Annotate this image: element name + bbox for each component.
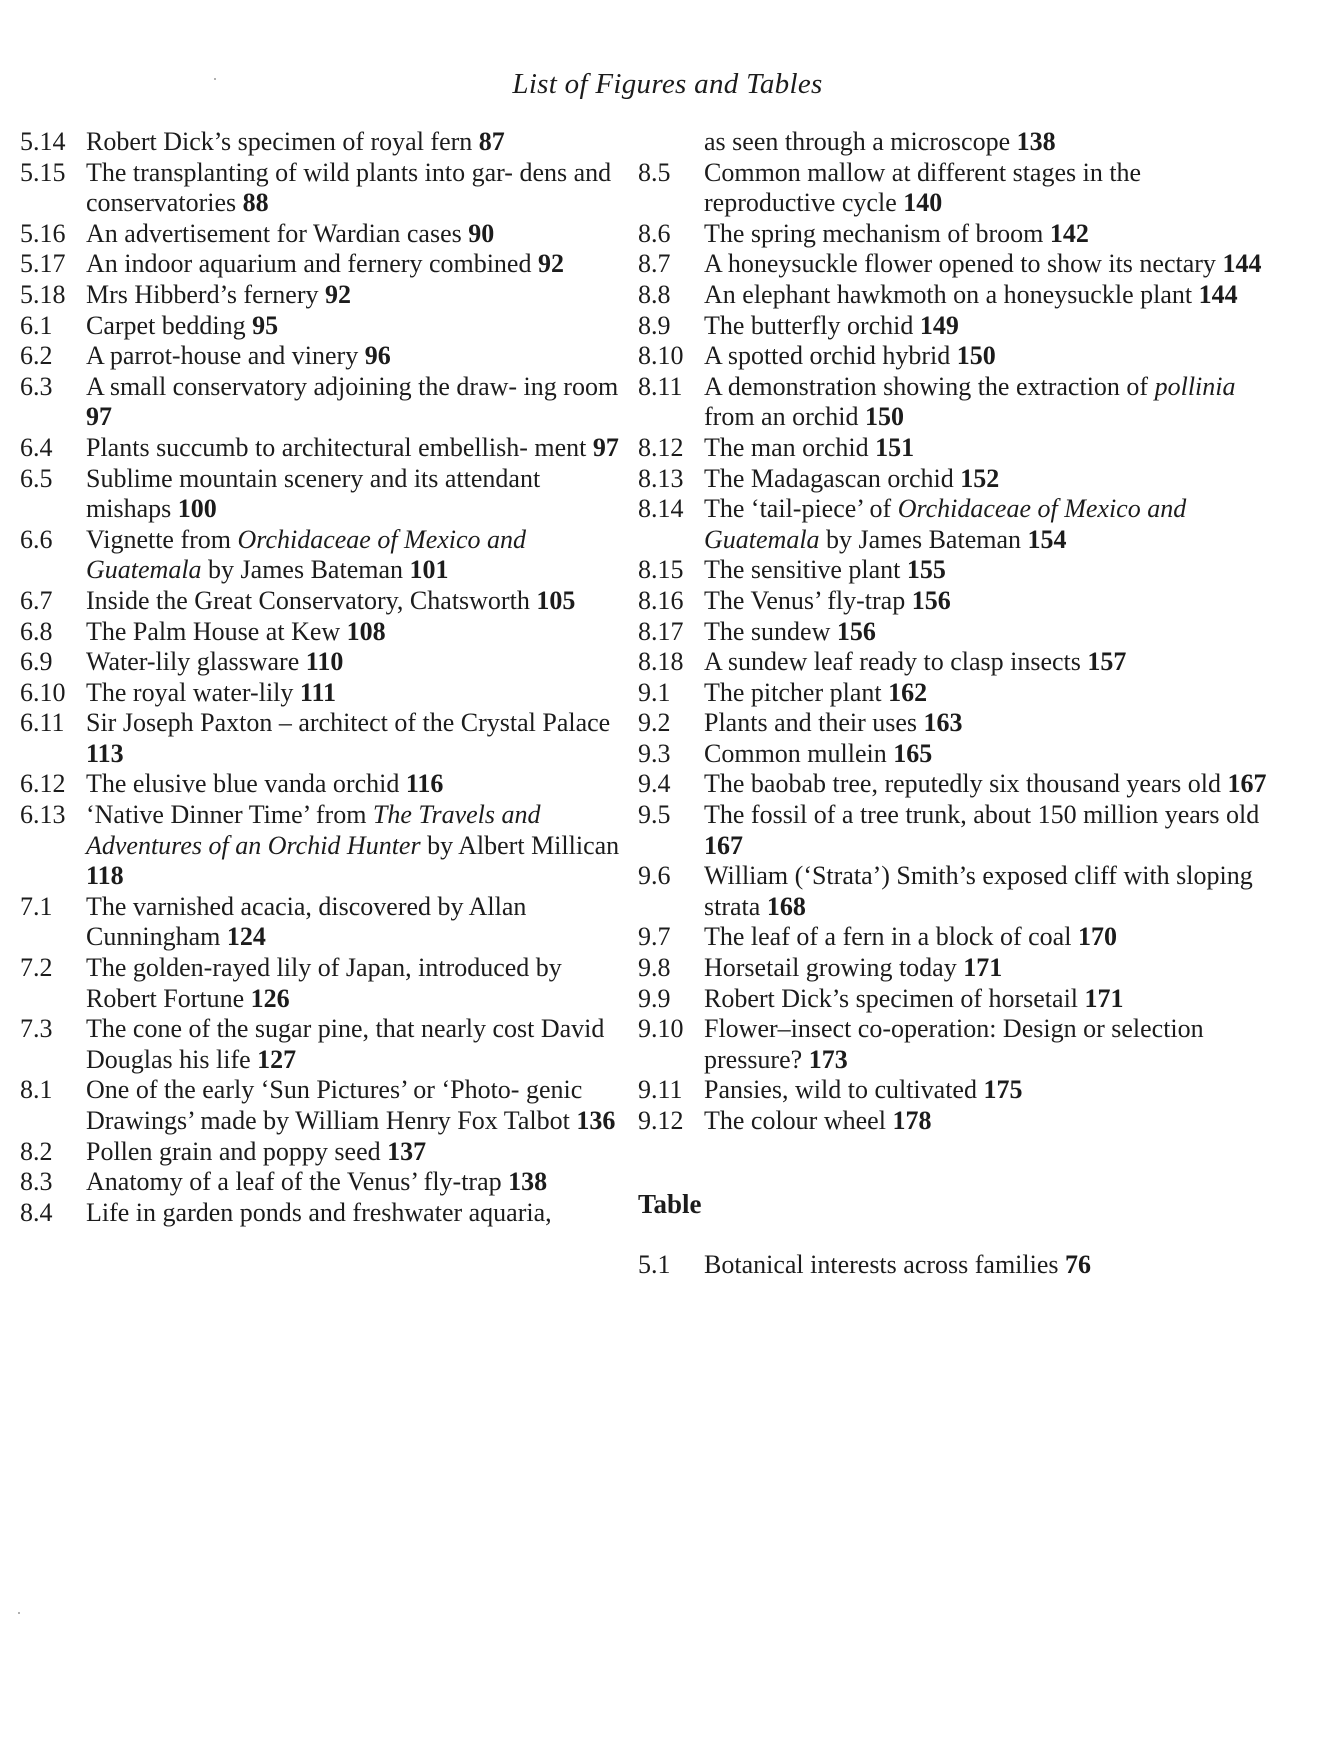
page-title: List of Figures and Tables bbox=[512, 68, 823, 100]
entry-number: 5.17 bbox=[20, 249, 66, 279]
entry-number: 5.14 bbox=[20, 127, 66, 156]
page-number: 167 bbox=[1227, 769, 1267, 799]
page-number: 156 bbox=[836, 616, 876, 646]
page-number: 165 bbox=[893, 738, 933, 768]
entry-caption bbox=[704, 800, 1268, 861]
entry-number: 8.2 bbox=[20, 1136, 53, 1166]
entry-caption bbox=[86, 1075, 630, 1136]
list-entry bbox=[20, 311, 630, 342]
entry-number: 9.9 bbox=[638, 983, 671, 1013]
entry-caption bbox=[86, 586, 630, 617]
entry-number: 6.11 bbox=[20, 708, 65, 738]
caption-text: The elusive blue vanda orchid bbox=[86, 769, 406, 799]
list-entry bbox=[638, 617, 1268, 648]
entry-caption bbox=[86, 1167, 630, 1198]
list-entry bbox=[20, 219, 630, 250]
page-number: 113 bbox=[86, 738, 124, 768]
entry-caption bbox=[704, 984, 1268, 1015]
entry-caption bbox=[86, 311, 630, 342]
entry-caption bbox=[86, 372, 630, 433]
caption-text: Anatomy of a leaf of the Venus’ fly-trap bbox=[86, 1167, 509, 1197]
entry-number: 7.3 bbox=[20, 1014, 53, 1044]
caption-text: An advertisement for Wardian cases bbox=[86, 218, 469, 248]
page-number: 96 bbox=[364, 341, 391, 371]
page-number: 111 bbox=[299, 677, 337, 707]
page-number: 95 bbox=[252, 310, 279, 340]
list-entry bbox=[20, 249, 630, 280]
list-entry bbox=[638, 984, 1268, 1015]
page-number: 150 bbox=[865, 402, 905, 432]
list-entry bbox=[20, 464, 630, 525]
caption-text: Mrs Hibberd’s fernery bbox=[86, 279, 325, 309]
scan-speck bbox=[214, 78, 216, 80]
caption-text: as seen through a microscope bbox=[704, 127, 1017, 156]
entry-number: 9.6 bbox=[638, 861, 671, 891]
list-entry bbox=[638, 219, 1268, 250]
entry-number: 8.11 bbox=[638, 371, 683, 401]
list-entry bbox=[638, 127, 1268, 158]
caption-text: One of the early ‘Sun Pictures’ or ‘Photo- genic Drawings’ made by William Henry Fox Talbot bbox=[86, 1075, 583, 1135]
entry-caption bbox=[86, 708, 630, 769]
page-number: 162 bbox=[888, 677, 928, 707]
figures-list-right bbox=[638, 127, 1268, 1137]
entry-caption bbox=[86, 249, 630, 280]
caption-text: The golden-rayed lily of Japan, introduced by Robert Fortune bbox=[86, 953, 562, 1013]
list-entry bbox=[20, 1198, 630, 1229]
entry-caption bbox=[704, 617, 1268, 648]
caption-text: Common mallow at different stages in the reproductive cycle bbox=[704, 157, 1142, 218]
list-entry bbox=[638, 1014, 1268, 1075]
entry-number: 6.2 bbox=[20, 341, 53, 371]
list-entry bbox=[20, 800, 630, 892]
page-number: 97 bbox=[86, 402, 112, 432]
list-entry bbox=[20, 586, 630, 617]
list-entry bbox=[638, 647, 1268, 678]
caption-text: Sir Joseph Paxton – architect of the Crystal Palace bbox=[86, 708, 611, 738]
caption-text: The varnished acacia, discovered by Allan Cunningham bbox=[86, 891, 527, 952]
list-entry bbox=[20, 678, 630, 709]
list-entry bbox=[638, 800, 1268, 861]
entry-number: 9.5 bbox=[638, 800, 671, 830]
page-number: 157 bbox=[1087, 647, 1127, 677]
page-number: 175 bbox=[983, 1075, 1023, 1105]
entry-number: 8.13 bbox=[638, 463, 684, 493]
page-number: 100 bbox=[177, 494, 217, 524]
list-entry bbox=[638, 372, 1268, 433]
list-entry bbox=[638, 1075, 1268, 1106]
entry-number: 8.1 bbox=[20, 1075, 53, 1105]
list-entry bbox=[638, 433, 1268, 464]
caption-text: The cone of the sugar pine, that nearly cost David Douglas his life bbox=[86, 1014, 605, 1074]
page-number: 88 bbox=[242, 188, 269, 218]
list-entry bbox=[638, 861, 1268, 922]
caption-text: by James Bateman bbox=[819, 524, 1028, 554]
page-number: 168 bbox=[766, 891, 806, 921]
list-entry bbox=[20, 892, 630, 953]
entry-caption bbox=[704, 678, 1268, 709]
caption-text: A honeysuckle flower opened to show its nectary bbox=[704, 249, 1223, 279]
caption-text: The butterfly orchid bbox=[704, 310, 920, 340]
entry-caption bbox=[704, 372, 1268, 433]
list-entry bbox=[20, 769, 630, 800]
entry-caption bbox=[86, 127, 630, 158]
entry-number: 8.16 bbox=[638, 585, 684, 615]
entry-caption bbox=[704, 249, 1268, 280]
entry-number: 7.1 bbox=[20, 891, 53, 921]
entry-number: 7.2 bbox=[20, 953, 53, 983]
list-entry bbox=[20, 158, 630, 219]
caption-text: The pitcher plant bbox=[704, 677, 889, 707]
page-number: 156 bbox=[911, 585, 951, 615]
list-entry bbox=[20, 525, 630, 586]
entry-number: 9.4 bbox=[638, 769, 671, 799]
caption-text: Common mullein bbox=[704, 738, 894, 768]
page-number: 152 bbox=[960, 463, 1000, 493]
page-number: 138 bbox=[1016, 127, 1056, 156]
list-entry bbox=[20, 372, 630, 433]
table-section-heading: Table bbox=[638, 1188, 702, 1219]
entry-caption bbox=[704, 1014, 1268, 1075]
entry-number: 8.9 bbox=[638, 310, 671, 340]
page-number: 144 bbox=[1198, 279, 1238, 309]
entry-number: 8.15 bbox=[638, 555, 684, 585]
entry-number: 5.15 bbox=[20, 157, 66, 187]
caption-text: Inside the Great Conservatory, Chatsworth bbox=[86, 585, 537, 615]
caption-text: Robert Dick’s specimen of royal fern bbox=[86, 127, 479, 156]
entry-caption bbox=[704, 433, 1268, 464]
entry-number: 8.17 bbox=[638, 616, 684, 646]
entry-number: 6.10 bbox=[20, 677, 66, 707]
entry-caption bbox=[86, 769, 630, 800]
list-entry bbox=[638, 280, 1268, 311]
entry-caption bbox=[704, 494, 1268, 555]
entry-caption bbox=[86, 953, 630, 1014]
caption-text: Plants and their uses bbox=[704, 708, 924, 738]
caption-text: Robert Dick’s specimen of horsetail bbox=[704, 983, 1085, 1013]
caption-text: Carpet bedding bbox=[86, 310, 253, 340]
entry-caption bbox=[704, 464, 1268, 495]
entry-number: 9.2 bbox=[638, 708, 671, 738]
list-entry bbox=[638, 494, 1268, 555]
caption-text: from an orchid bbox=[704, 402, 866, 432]
page-number: 154 bbox=[1027, 524, 1067, 554]
entry-number: 9.1 bbox=[638, 677, 671, 707]
caption-text: The Madagascan orchid bbox=[704, 463, 961, 493]
page-number: 92 bbox=[537, 249, 564, 279]
entry-number: 6.6 bbox=[20, 524, 53, 554]
entry-caption bbox=[704, 861, 1268, 922]
entry-number: 9.7 bbox=[638, 922, 671, 952]
caption-text: The transplanting of wild plants into gar- dens and conservatories bbox=[86, 157, 612, 218]
list-entry bbox=[638, 586, 1268, 617]
entry-caption bbox=[86, 341, 630, 372]
list-entry bbox=[638, 953, 1268, 984]
entry-number: 9.3 bbox=[638, 738, 671, 768]
caption-text: The Palm House at Kew bbox=[86, 616, 347, 646]
list-entry bbox=[638, 1106, 1268, 1137]
page-number: 76 bbox=[1065, 1249, 1092, 1279]
entry-caption bbox=[704, 922, 1268, 953]
entry-caption bbox=[704, 953, 1268, 984]
entry-caption bbox=[704, 769, 1268, 800]
page-number: 170 bbox=[1077, 922, 1117, 952]
caption-text: ‘Native Dinner Time’ from bbox=[86, 800, 373, 830]
italic-title: Orchidaceae of Mexico and Guatemala bbox=[704, 494, 1187, 554]
entry-number: 5.16 bbox=[20, 218, 66, 248]
list-entry bbox=[638, 1250, 1268, 1281]
entry-number: 8.14 bbox=[638, 494, 684, 524]
italic-title: The Travels and Adventures of an Orchid Hunter bbox=[86, 800, 541, 860]
entry-number: 6.7 bbox=[20, 585, 53, 615]
entry-number: 6.13 bbox=[20, 800, 66, 830]
entry-caption bbox=[704, 555, 1268, 586]
entry-number: 6.5 bbox=[20, 463, 53, 493]
entry-number: 5.18 bbox=[20, 279, 66, 309]
caption-text: An elephant hawkmoth on a honeysuckle plant bbox=[704, 279, 1199, 309]
entry-caption bbox=[86, 1014, 630, 1075]
entry-number: 8.18 bbox=[638, 647, 684, 677]
entry-caption bbox=[704, 586, 1268, 617]
caption-text: by Albert Millican bbox=[420, 830, 620, 860]
entry-number: 8.7 bbox=[638, 249, 671, 279]
caption-text: Sublime mountain scenery and its attendant mishaps bbox=[86, 463, 541, 524]
caption-text: The baobab tree, reputedly six thousand years old bbox=[704, 769, 1228, 799]
entry-number: 8.5 bbox=[638, 157, 671, 187]
caption-text: The fossil of a tree trunk, about 150 million years old bbox=[704, 800, 1260, 830]
page-number: 116 bbox=[405, 769, 444, 799]
entry-caption bbox=[704, 280, 1268, 311]
entry-caption bbox=[86, 892, 630, 953]
caption-text: Plants succumb to architectural embellish- ment bbox=[86, 432, 593, 462]
list-entry bbox=[20, 953, 630, 1014]
caption-text: by James Bateman bbox=[201, 555, 410, 585]
entry-caption bbox=[86, 464, 630, 525]
entry-caption bbox=[86, 525, 630, 586]
entry-caption bbox=[86, 280, 630, 311]
page-number: 171 bbox=[963, 953, 1003, 983]
caption-text: The man orchid bbox=[704, 432, 876, 462]
page-number: 140 bbox=[903, 188, 943, 218]
entry-caption bbox=[86, 433, 630, 464]
entry-caption bbox=[704, 739, 1268, 770]
page-number: 171 bbox=[1084, 983, 1124, 1013]
caption-text: Pansies, wild to cultivated bbox=[704, 1075, 984, 1105]
entry-number: 6.1 bbox=[20, 310, 53, 340]
list-entry bbox=[20, 127, 630, 158]
list-entry bbox=[20, 1014, 630, 1075]
caption-text: The sensitive plant bbox=[704, 555, 907, 585]
entry-number: 9.12 bbox=[638, 1106, 684, 1135]
caption-text: A demonstration showing the extraction of bbox=[704, 371, 1155, 401]
entry-caption bbox=[704, 311, 1268, 342]
caption-text: The spring mechanism of broom bbox=[704, 218, 1050, 248]
entry-number: 6.9 bbox=[20, 647, 53, 677]
page-number: 97 bbox=[592, 432, 619, 462]
page-number: 127 bbox=[257, 1044, 297, 1074]
list-entry bbox=[20, 1137, 630, 1168]
caption-text: The leaf of a fern in a block of coal bbox=[704, 922, 1078, 952]
figures-list-left-column bbox=[20, 127, 630, 1228]
entry-number: 6.8 bbox=[20, 616, 53, 646]
list-entry bbox=[638, 341, 1268, 372]
entry-number: 6.4 bbox=[20, 432, 53, 462]
list-entry bbox=[638, 311, 1268, 342]
list-entry bbox=[20, 280, 630, 311]
page-number: 137 bbox=[387, 1136, 427, 1166]
figures-list-right-column bbox=[638, 127, 1268, 1280]
entry-caption bbox=[86, 1198, 630, 1229]
caption-text: Botanical interests across families bbox=[704, 1249, 1066, 1279]
caption-text: Water-lily glassware bbox=[86, 647, 306, 677]
entry-number: 6.3 bbox=[20, 371, 53, 401]
entry-caption bbox=[704, 708, 1268, 739]
caption-text: The ‘tail-piece’ of bbox=[704, 494, 898, 524]
entry-caption bbox=[86, 1137, 630, 1168]
entry-number: 5.1 bbox=[638, 1249, 671, 1279]
page-number: 144 bbox=[1222, 249, 1262, 279]
caption-text: An indoor aquarium and fernery combined bbox=[86, 249, 538, 279]
caption-text: A parrot-house and vinery bbox=[86, 341, 365, 371]
italic-title: Orchidaceae of Mexico and Guatemala bbox=[86, 524, 527, 585]
entry-caption bbox=[86, 647, 630, 678]
entry-caption bbox=[704, 219, 1268, 250]
entry-caption bbox=[86, 158, 630, 219]
entry-caption bbox=[86, 219, 630, 250]
entry-number bbox=[638, 127, 704, 158]
entry-caption bbox=[704, 1075, 1268, 1106]
entry-number: 9.11 bbox=[638, 1075, 683, 1105]
entry-number: 8.12 bbox=[638, 432, 684, 462]
entry-caption bbox=[704, 1106, 1268, 1137]
caption-text: A small conservatory adjoining the draw- ing room bbox=[86, 371, 619, 401]
page-number: 150 bbox=[956, 341, 996, 371]
tables-list bbox=[638, 1250, 1268, 1281]
page-number: 92 bbox=[325, 279, 351, 309]
scan-speck bbox=[18, 1612, 20, 1614]
page-number: 149 bbox=[919, 310, 959, 340]
caption-text: Vignette from bbox=[86, 524, 238, 554]
list-entry bbox=[638, 739, 1268, 770]
italic-title: pollinia bbox=[1154, 371, 1236, 401]
caption-text: Flower–insect co-operation: Design or selection pressure? bbox=[704, 1014, 1204, 1074]
page-number: 108 bbox=[346, 616, 386, 646]
entry-number: 9.8 bbox=[638, 953, 671, 983]
entry-number: 8.10 bbox=[638, 341, 684, 371]
page-number: 90 bbox=[468, 218, 495, 248]
page-number: 173 bbox=[808, 1044, 848, 1074]
entry-caption bbox=[704, 341, 1268, 372]
entry-number: 8.4 bbox=[20, 1197, 53, 1227]
caption-text: A sundew leaf ready to clasp insects bbox=[704, 647, 1088, 677]
page-number: 178 bbox=[892, 1106, 932, 1135]
caption-text: The royal water-lily bbox=[86, 677, 300, 707]
list-entry bbox=[638, 158, 1268, 219]
list-entry bbox=[20, 708, 630, 769]
list-entry bbox=[20, 1075, 630, 1136]
list-entry bbox=[638, 708, 1268, 739]
caption-text: William (‘Strata’) Smith’s exposed cliff with sloping strata bbox=[704, 861, 1253, 921]
entry-number: 8.8 bbox=[638, 279, 671, 309]
caption-text: Life in garden ponds and freshwater aquaria, bbox=[86, 1197, 552, 1227]
page-number: 101 bbox=[409, 555, 449, 585]
entry-number: 8.6 bbox=[638, 218, 671, 248]
entry-caption bbox=[704, 1250, 1268, 1281]
entry-caption bbox=[704, 158, 1268, 219]
list-entry bbox=[20, 341, 630, 372]
list-entry bbox=[638, 922, 1268, 953]
page-number: 142 bbox=[1049, 218, 1089, 248]
page-number: 138 bbox=[508, 1167, 548, 1197]
caption-text: Pollen grain and poppy seed bbox=[86, 1136, 388, 1166]
caption-text: A spotted orchid hybrid bbox=[704, 341, 957, 371]
list-entry bbox=[20, 1167, 630, 1198]
page-number: 155 bbox=[906, 555, 946, 585]
entry-caption bbox=[704, 647, 1268, 678]
page-number: 151 bbox=[875, 432, 915, 462]
entry-caption bbox=[86, 678, 630, 709]
entry-caption bbox=[86, 617, 630, 648]
page-number: 105 bbox=[536, 585, 576, 615]
list-entry bbox=[638, 678, 1268, 709]
entry-caption bbox=[704, 127, 1268, 158]
page-number: 167 bbox=[704, 830, 743, 860]
caption-text: Horsetail growing today bbox=[704, 953, 964, 983]
list-entry bbox=[638, 249, 1268, 280]
list-entry bbox=[20, 433, 630, 464]
list-entry bbox=[638, 464, 1268, 495]
list-entry bbox=[20, 647, 630, 678]
list-entry bbox=[638, 769, 1268, 800]
entry-number: 8.3 bbox=[20, 1167, 53, 1197]
page-number: 136 bbox=[576, 1106, 616, 1135]
caption-text: The sundew bbox=[704, 616, 837, 646]
list-entry bbox=[20, 617, 630, 648]
page-number: 118 bbox=[86, 861, 124, 891]
entry-number: 6.12 bbox=[20, 769, 66, 799]
caption-text: The colour wheel bbox=[704, 1106, 893, 1135]
list-entry bbox=[638, 555, 1268, 586]
page-number: 110 bbox=[305, 647, 344, 677]
entry-number: 9.10 bbox=[638, 1014, 684, 1044]
page-number: 126 bbox=[250, 983, 290, 1013]
page-number: 124 bbox=[226, 922, 266, 952]
entry-caption bbox=[86, 800, 630, 892]
page-number: 87 bbox=[478, 127, 505, 156]
page-number: 163 bbox=[923, 708, 963, 738]
caption-text: The Venus’ fly-trap bbox=[704, 585, 912, 615]
